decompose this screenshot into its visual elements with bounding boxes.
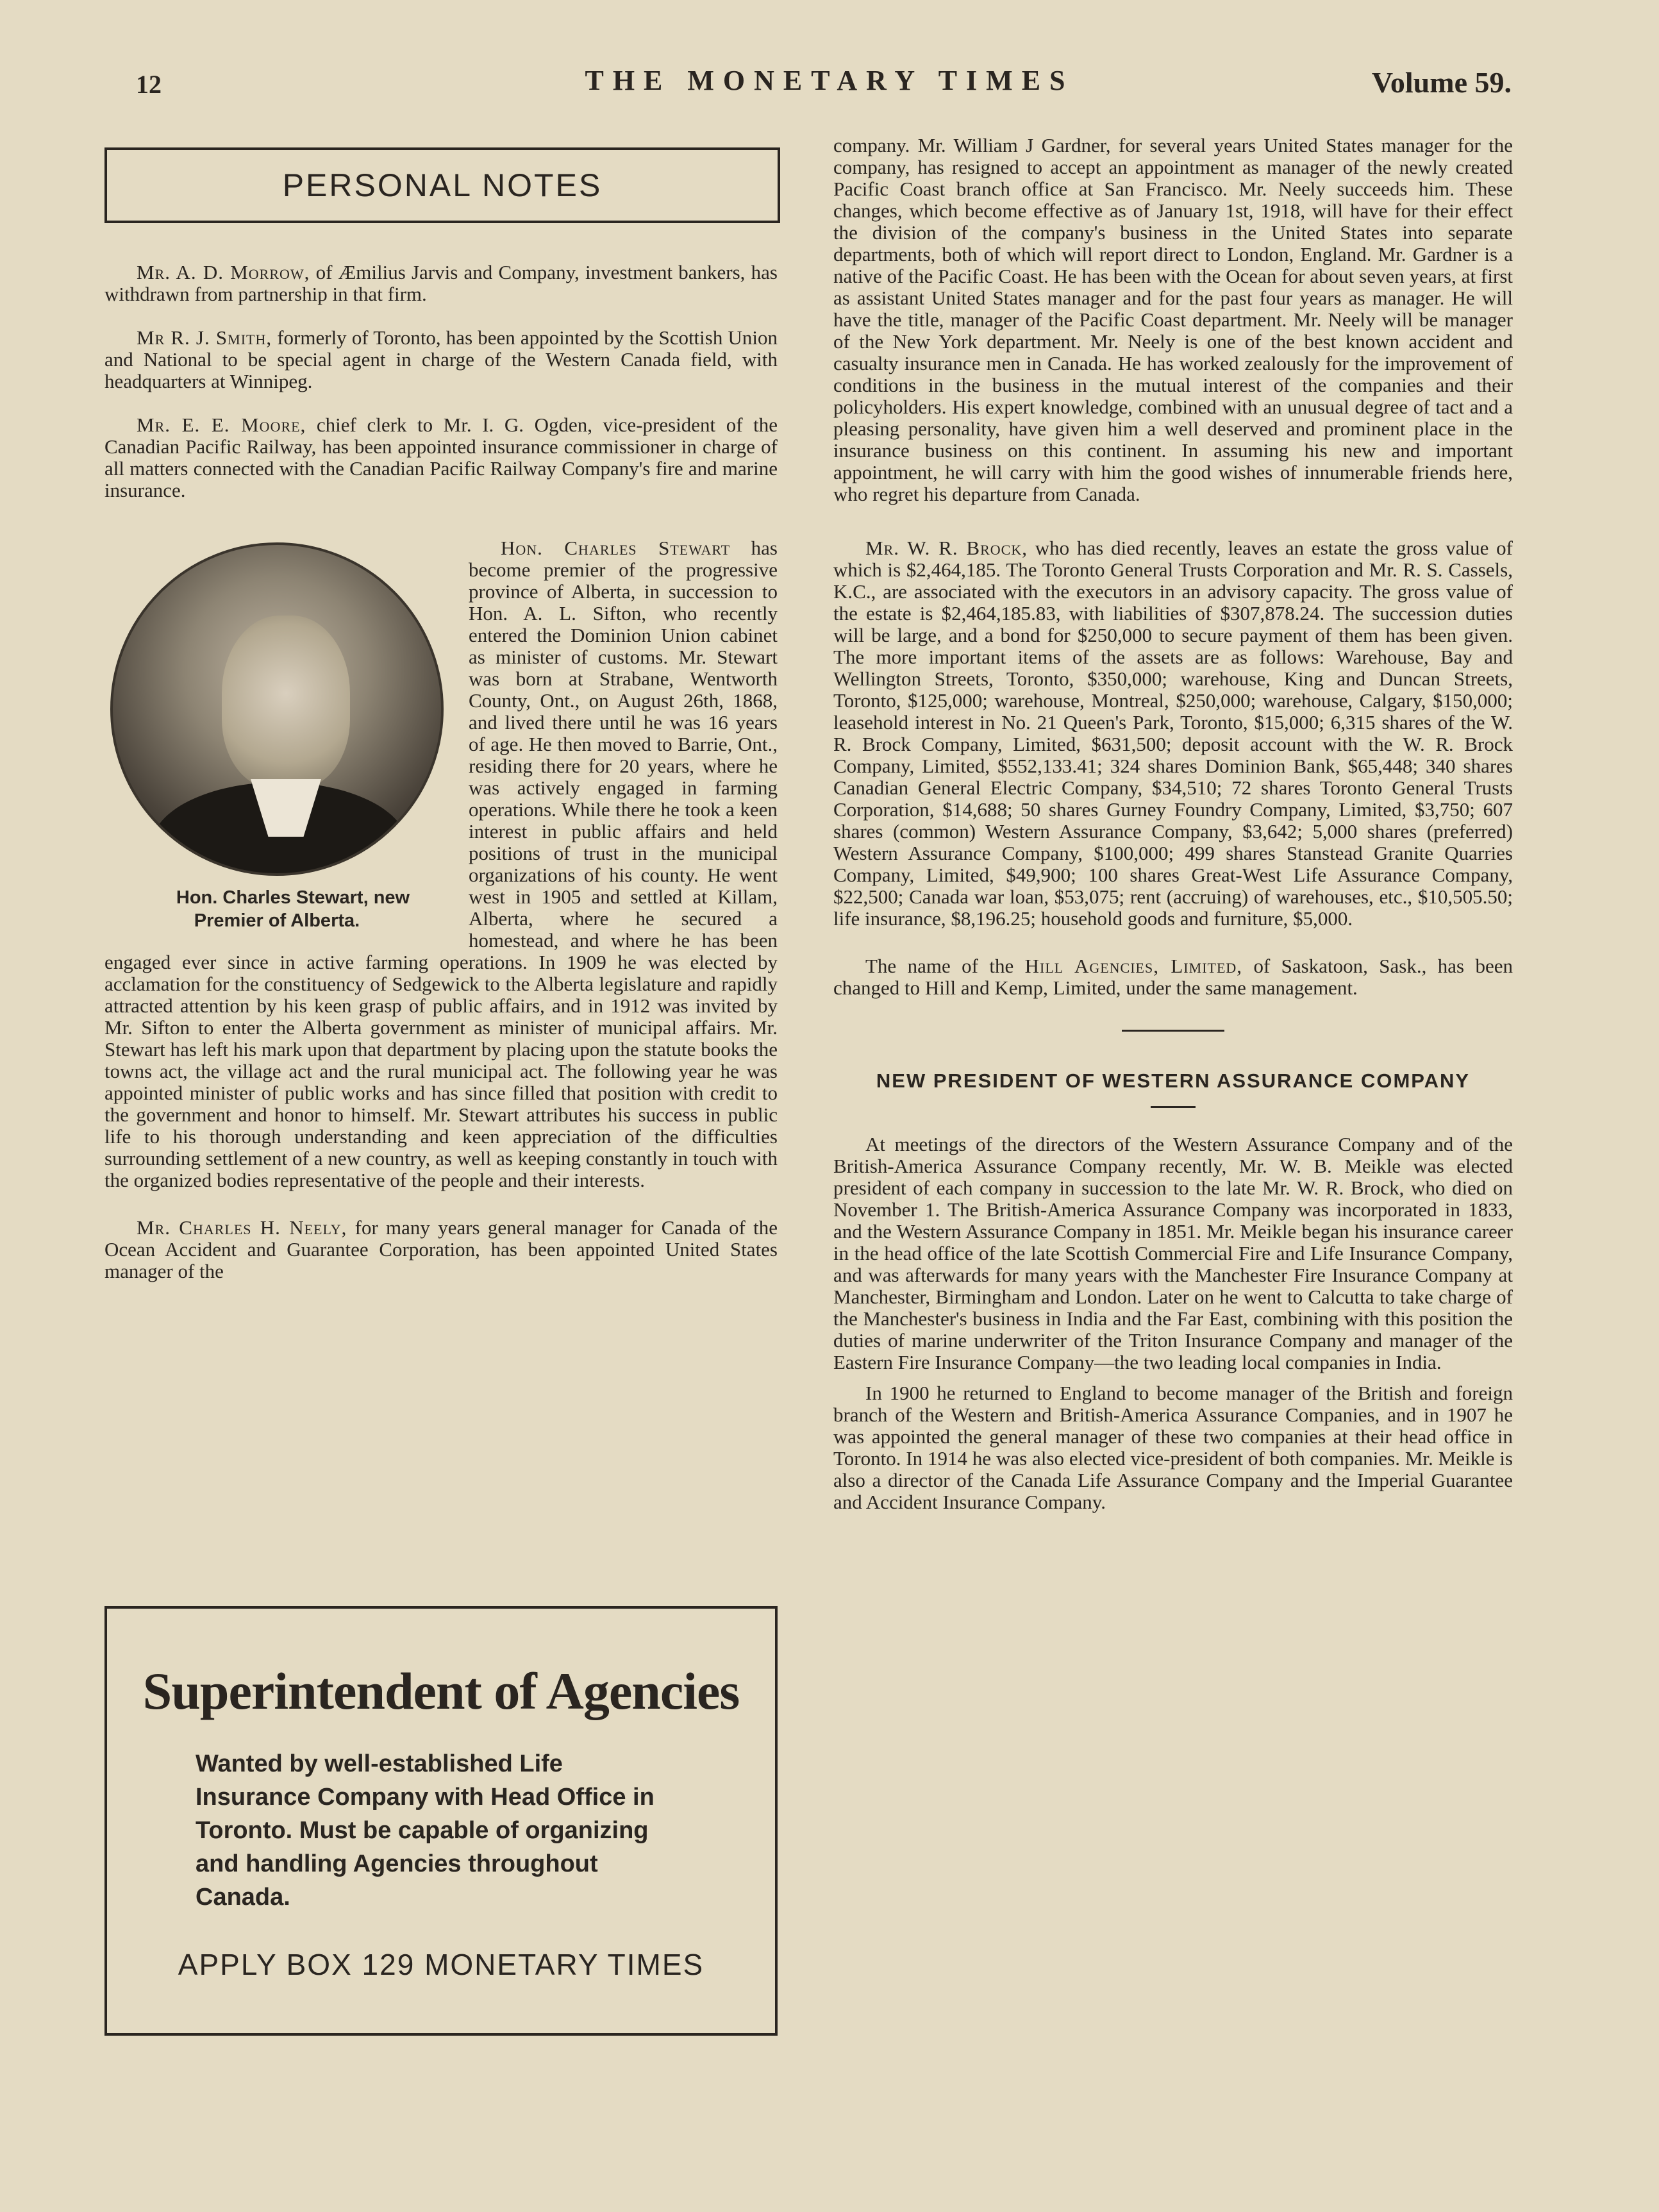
note-name: Mr. W. R. Brock, xyxy=(865,537,1028,559)
publication-title: THE MONETARY TIMES xyxy=(585,65,1074,96)
note-moore xyxy=(104,414,778,501)
ad-title: Superintendent of Agencies xyxy=(142,1662,740,1720)
right-column xyxy=(833,135,1513,1513)
section-divider xyxy=(1122,1030,1224,1032)
page-number: 12 xyxy=(136,70,162,99)
note-text: chief clerk to Mr. I. G. Ogden, vice-president of the Canadian Pacific Railway, has been appointed insurance commissioner in charge of all matters connected with the Canadian Pacific Railway Company's fire and marine insurance. xyxy=(104,414,778,501)
portrait-photo xyxy=(110,542,444,876)
note-text: formerly of Toronto, has been appointed by the Scottish Union and National to be special agent in charge of the Western Canada field, with headquarters at Winnipeg. xyxy=(104,326,778,392)
portrait-caption xyxy=(101,886,453,932)
heading-rule xyxy=(1151,1106,1196,1108)
note-name: Mr. E. E. Moore, xyxy=(137,414,306,436)
job-advertisement xyxy=(104,1606,778,2036)
article-paragraph: In 1900 he returned to England to become manager of the British and foreign branch of the Western and British-America Assurance Companies, and in 1907 he was appointed the general manager of these two companies at their head office in Toronto. In 1914 he was also elected vice-president of both companies. Mr. Meikle is also a director of the Canada Life Assurance Company and the Imperial Guarantee and Accident Insurance Company. xyxy=(833,1382,1513,1513)
note-smith xyxy=(104,327,778,392)
note-hill xyxy=(833,955,1513,999)
note-text: of Æmilius Jarvis and Company, investment bankers, has withdrawn from partnership in that firm. xyxy=(104,261,778,305)
note-stewart xyxy=(104,537,778,1191)
note-name: Mr. Charles H. Neely, xyxy=(137,1216,347,1239)
note-neely xyxy=(104,1217,778,1282)
note-text: of Saskatoon, Sask., has been changed to Hill and Kemp, Limited, under the same management. xyxy=(833,955,1513,999)
ad-apply: APPLY BOX 129 MONETARY TIMES xyxy=(178,1948,704,1981)
left-column xyxy=(104,147,778,1282)
note-neely-continued: company. Mr. William J Gardner, for several years United States manager for the company, has resigned to accept an appointment as manager of the newly created Pacific Coast branch office at San Francisco. Mr. Neely succeeds him. These changes, which become effective as of January 1st, 1918, will have for their effect the division of the company's business in the United States into separate departments, both of which will report direct to London, England. Mr. Gardner is a native of the Pacific Coast. He has been with the Ocean for about seven years, at first as assistant United States manager and for the past four years as manager. He will have the title, manager of the Pacific Coast department. Mr. Neely will be manager of the New York department. Mr. Neely is one of the best known accident and casualty insurance men in Canada. He has worked zealously for the improvement of conditions in the business in the mutual interest of the companies and their policyholders. His expert knowledge, combined with an unusual degree of tact and a pleasing personality, have given him a well deserved and prominent place in the insurance business on this continent. In assuming his new and important appointment, he will carry with him the good wishes of innumerable friends here, who regret his departure from Canada. xyxy=(833,134,1513,505)
ad-body: Wanted by well-established Life Insurance Company with Head Office in Toronto. Must be capable of organizing and handling Agencies throughout Canada. xyxy=(196,1750,654,1911)
note-text: who has died recently, leaves an estate the gross value of which is $2,464,185. The Toronto General Trusts Corporation and Mr. R. S. Cassels, K.C., are associated with the executors in an advisory capacity. The gross value of the estate is $2,464,185.83, with liabilities of $307,878.24. The succession duties will be large, and a bond for $250,000 to secure payment of them has been given. The more important items of the assets are as follows: Warehouse, Bay and Wellington Streets, Toronto, $350,000; warehouse, King and Duncan Streets, Toronto, $125,000; warehouse, Montreal, $250,000; warehouse, Calgary, $150,000; leasehold interest in No. 21 Queen's Park, Toronto, $15,000; 6,315 shares of the W. R. Brock Company, Limited, $631,500; deposit account with the W. R. Brock Company, Limited, $552,133.41; 324 shares Dominion Bank, $65,448; 340 shares Canadian General Electric Company, $34,510; 72 shares Toronto General Trusts Corporation, $14,688; 50 shares Gurney Foundry Company, Limited, $3,750; 607 shares (common) Western Assurance Company, $3,642; 5,000 shares (preferred) Western Assurance Company, $100,000; 499 shares Stanstead Granite Quarries Company, Limited, $49,900; 100 shares Great-West Life Assurance Company, $22,500; Canada war loan, $53,075; rent (accruing) of warehouses, etc., $10,505.50; life insurance, $8,196.25; household goods and furniture, $5,000. xyxy=(833,537,1513,930)
note-morrow xyxy=(104,262,778,305)
caption-line: Premier of Alberta. xyxy=(194,910,360,931)
section-heading: NEW PRESIDENT OF WESTERN ASSURANCE COMPANY xyxy=(876,1069,1471,1092)
article-paragraph: At meetings of the directors of the Western Assurance Company and of the British-America Assurance Company recently, Mr. W. B. Meikle was elected president of each company in succession to the late Mr. W. R. Brock, who died on November 1. The British-America Assurance Company was incorporated in 1833, and the Western Assurance Company in 1851. Mr. Meikle began his insurance career in the head office of the late Scottish Commercial Fire and Life Insurance Company, and was afterwards for many years with the Manchester Fire Insurance Company at Manchester, Birmingham and London. Later on he went to Calcutta to take charge of the Manchester's business in India and the Far East, combining with this position the duties of marine underwriter of the Triton Insurance Company and manager of the Eastern Fire Insurance Company—the two leading local companies in India. xyxy=(833,1133,1513,1373)
portrait-figure xyxy=(101,542,453,932)
personal-notes-title: PERSONAL NOTES xyxy=(104,147,780,223)
note-name: Mr. A. D. Morrow, xyxy=(137,261,310,283)
note-name: Mr R. J. Smith, xyxy=(137,326,272,349)
note-name: Hon. Charles Stewart xyxy=(501,537,731,559)
note-name: Hill Agencies, Limited, xyxy=(1024,955,1243,977)
note-text: for many years general manager for Canada of the Ocean Accident and Guarantee Corporation, has been appointed United States manager of the xyxy=(104,1216,778,1282)
note-text: has become premier of the progressive province of Alberta, in succession to Hon. A. L. Sifton, who recently entered the Dominion Union cabinet as minister of customs. Mr. Stewart was born at Strabane, Wentworth County, Ont., on August 26th, 1868, and lived there until he was 16 years of age. He then moved to Barrie, Ont., residing there for 20 years, where he was actively engaged in farming operations. While there he took a keen interest in public affairs and held positions of trust in the municipal organizations of his county. He went west in 1905 and settled at Killam, Alberta, where he secured a homestead, and where he has been engaged ever since in active farming operations. In 1909 he was elected by acclamation for the constituency of Sedgewick to the Alberta legislature and rapidly attracted attention by his keen grasp of public affairs, and in 1912 was invited by Mr. Sifton to enter the Alberta government as minister of municipal affairs. Mr. Stewart has left his mark upon that department by placing upon the statute books the towns act, the village act and the rural municipal act. The following year he was appointed minister of public works and has since filled that position with credit to the government and honor to himself. Mr. Stewart attributes his success in public life to his thorough understanding and keen appreciation of the difficulties surrounding settlement of a new country, as well as keeping constantly in touch with the organized bodies representative of the people and their interests. xyxy=(104,537,778,1191)
note-text: The name of the xyxy=(865,955,1025,977)
volume-label: Volume 59. xyxy=(1371,66,1512,99)
note-brock xyxy=(833,537,1513,930)
caption-line: Hon. Charles Stewart, new xyxy=(176,887,410,908)
